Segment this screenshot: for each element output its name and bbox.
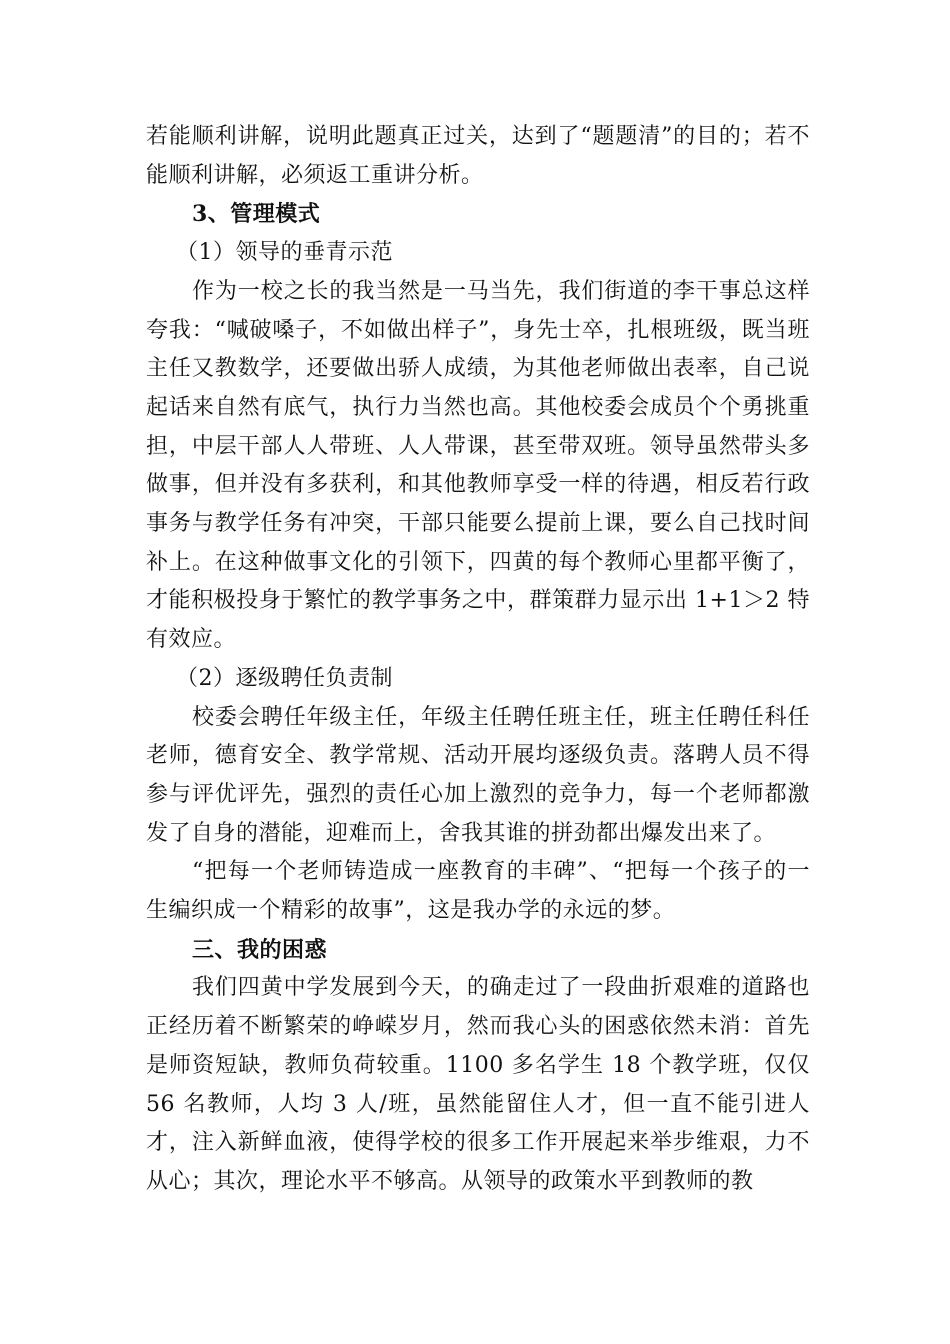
subheading-tiered-hiring: （2）逐级聘任负责制 — [176, 665, 393, 691]
paragraph-dream: “把每一个老师铸造成一座教育的丰碑”、“把每一个孩子的一生编织成一个精彩的故事”，这是我办学的永远的梦。 — [146, 859, 810, 924]
document-page — [146, 118, 810, 1202]
paragraph-continuation: 若能顺利讲解，说明此题真正过关，达到了“题题清”的目的；若不能顺利讲解，必须返工重讲分析。 — [146, 124, 810, 188]
paragraph-tiered-hiring: 校委会聘任年级主任，年级主任聘任班主任，班主任聘任科任老师，德育安全、教学常规、活动开展均逐级负责。落聘人员不得参与评优评先，强烈的责任心加上激烈的竞争力，每一个老师都激发了自身的潜能，迎难而上，舍我其谁的拼劲都出爆发出来了。 — [146, 704, 810, 846]
subheading-leadership-example: （1）领导的垂青示范 — [176, 240, 393, 266]
paragraph-confusion: 我们四黄中学发展到今天，的确走过了一段曲折艰难的道路也正经历着不断繁荣的峥嵘岁月，然而我心头的困惑依然未消：首先是师资短缺，教师负荷较重。1100 多名学生 18 个教学班，仅仅 56 名教师，人均 3 人/班，虽然能留住人才，但一直不能引进人才，注入新鲜血液，使得学校的很多工作开展起来举步维艰，力不从心；其次，理论水平不够高。从领导的政策水平到教师的教 — [146, 975, 810, 1194]
heading-management-mode: 3、管理模式 — [192, 201, 321, 228]
heading-my-confusion: 三、我的困惑 — [192, 936, 328, 963]
paragraph-leadership: 作为一校之长的我当然是一马当先，我们街道的李干事总这样夸我：“喊破嗓子，不如做出样子”，身先士卒，扎根班级，既当班主任又教数学，还要做出骄人成绩，为其他老师做出表率，自己说起话来自然有底气，执行力当然也高。其他校委会成员个个勇挑重担，中层干部人人带班、人人带课，甚至带双班。领导虽然带头多做事，但并没有多获利，和其他教师享受一样的待遇，相反若行政事务与教学任务有冲突，干部只能要么提前上课，要么自己找时间补上。在这种做事文化的引领下，四黄的每个教师心里都平衡了，才能积极投身于繁忙的教学事务之中，群策群力显示出 1+1＞2 特有效应。 — [146, 278, 810, 653]
